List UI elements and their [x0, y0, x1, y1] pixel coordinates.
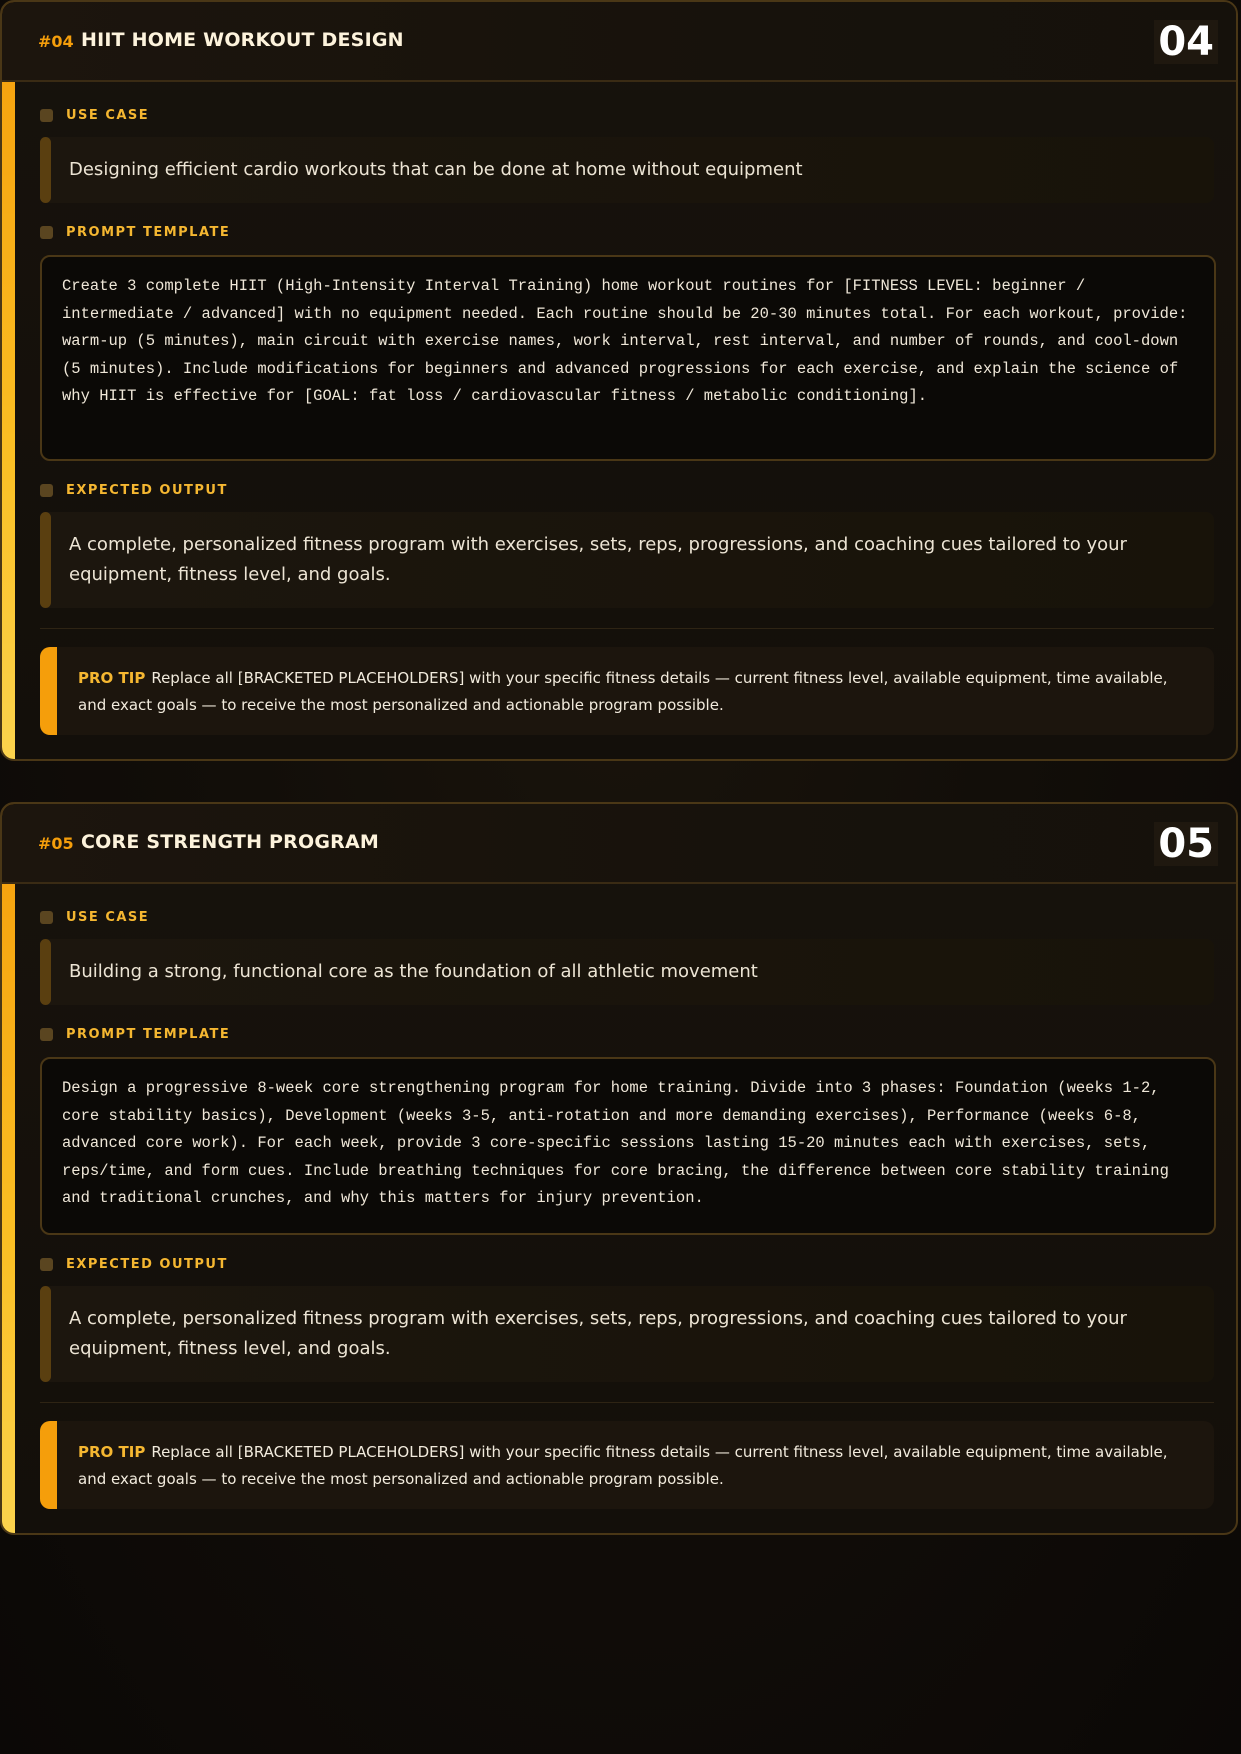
square-bullet-icon	[40, 911, 53, 924]
pro-tip-label: PRO TIP	[78, 1443, 146, 1461]
card-number: 05	[1154, 822, 1218, 866]
quote-bar	[40, 137, 51, 203]
tip-accent-bar	[40, 647, 57, 735]
quote-bar	[40, 1286, 51, 1382]
card-header	[2, 2, 1236, 82]
square-bullet-icon	[40, 484, 53, 497]
expected-output-box	[40, 512, 1214, 608]
card-tag: #04	[38, 32, 74, 51]
square-bullet-icon	[40, 1028, 53, 1041]
quote-bar	[40, 512, 51, 608]
card-tag: #05	[38, 834, 74, 853]
prompt-card-04: #04 HIIT HOME WORKOUT DESIGN 04 USE CASE Designing efficient cardio workouts that can be done at home without equipment PROMPT TEMPLATE Create 3 complete HIIT (High-Intensity Interval Training) home workout routines for [FITNESS LEVEL: beginner / intermediate / advanced] with no equipment needed. Each routine should be 20-30 minutes total. For each workout, provide: warm-up (5 minutes), main circuit with exercise names, work interval, rest interval, and number of rounds, and cool-down (5 minutes). Include modifications for beginners and advanced progressions for each exercise, and explain the science of why HIIT is effective for [GOAL: fat loss / cardiovascular fitness / metabolic conditioning]. EXPECTED OUTPUT A complete, personalized fitness program with exercises, sets, reps, progressions, and coaching cues tailored to your equipment, fitness level, and goals. PRO TIP Replace all [BRACKETED PLACEHOLDERS] with your specific fitness details — current fitness level, available equipment, time available, and exact goals — to receive the most personalized and actionable program possible.	[0, 0, 1238, 761]
pro-tip-text	[78, 1439, 1196, 1493]
pro-tip-label: PRO TIP	[78, 669, 146, 687]
pro-tip-box	[40, 1421, 1214, 1509]
use-case-text: Building a strong, functional core as the foundation of all athletic movement	[69, 961, 758, 982]
section-divider	[40, 1402, 1214, 1403]
pro-tip-box	[40, 647, 1214, 735]
square-bullet-icon	[40, 109, 53, 122]
prompt-template-text: Design a progressive 8-week core strengthening program for home training. Divide into 3 phases: Foundation (weeks 1-2, core stability basics), Development (weeks 3-5, anti-rotation and more demanding exercises), Performance (weeks 6-8, advanced core work). For each week, provide 3 core-specific sessions lasting 15-20 minutes each with exercises, sets, reps/time, and form cues. Include breathing techniques for core bracing, the difference between core stability training and traditional crunches, and why this matters for injury prevention.	[40, 1057, 1216, 1235]
quote-bar	[40, 939, 51, 1005]
card-title: HIIT HOME WORKOUT DESIGN	[81, 29, 404, 51]
prompt-card-05: #05 CORE STRENGTH PROGRAM 05 USE CASE Building a strong, functional core as the foundation of all athletic movement PROMPT TEMPLATE Design a progressive 8-week core strengthening program for home training. Divide into 3 phases: Foundation (weeks 1-2, core stability basics), Development (weeks 3-5, anti-rotation and more demanding exercises), Performance (weeks 6-8, advanced core work). For each week, provide 3 core-specific sessions lasting 15-20 minutes each with exercises, sets, reps/time, and form cues. Include breathing techniques for core bracing, the difference between core stability training and traditional crunches, and why this matters for injury prevention. EXPECTED OUTPUT A complete, personalized fitness program with exercises, sets, reps, progressions, and coaching cues tailored to your equipment, fitness level, and goals. PRO TIP Replace all [BRACKETED PLACEHOLDERS] with your specific fitness details — current fitness level, available equipment, time available, and exact goals — to receive the most personalized and actionable program possible.	[0, 802, 1238, 1535]
card-header	[2, 804, 1236, 884]
prompt-template-text: Create 3 complete HIIT (High-Intensity Interval Training) home workout routines for [FITNESS LEVEL: beginner / intermediate / advanced] with no equipment needed. Each routine should be 20-30 minutes total. For each workout, provide: warm-up (5 minutes), main circuit with exercise names, work interval, rest interval, and number of rounds, and cool-down (5 minutes). Include modifications for beginners and advanced progressions for each exercise, and explain the science of why HIIT is effective for [GOAL: fat loss / cardiovascular fitness / metabolic conditioning].	[40, 255, 1216, 461]
section-divider	[40, 628, 1214, 629]
square-bullet-icon	[40, 226, 53, 239]
card-title: CORE STRENGTH PROGRAM	[81, 831, 379, 853]
pro-tip-body: Replace all [BRACKETED PLACEHOLDERS] with your specific fitness details — current fitness level, available equipment, time available, and exact goals — to receive the most personalized and actionable program possible.	[78, 669, 1168, 714]
use-case-box	[40, 137, 1214, 203]
expected-output-text: A complete, personalized fitness program with exercises, sets, reps, progressions, and coaching cues tailored to your equipment, fitness level, and goals.	[69, 1308, 1127, 1359]
use-case-box	[40, 939, 1214, 1005]
square-bullet-icon	[40, 1258, 53, 1271]
card-number: 04	[1154, 20, 1218, 64]
use-case-text: Designing efficient cardio workouts that can be done at home without equipment	[69, 159, 803, 180]
tip-accent-bar	[40, 1421, 57, 1509]
pro-tip-text	[78, 665, 1196, 719]
pro-tip-body: Replace all [BRACKETED PLACEHOLDERS] with your specific fitness details — current fitness level, available equipment, time available, and exact goals — to receive the most personalized and actionable program possible.	[78, 1443, 1168, 1488]
card-accent-bar	[2, 2, 15, 759]
expected-output-box	[40, 1286, 1214, 1382]
expected-output-text: A complete, personalized fitness program with exercises, sets, reps, progressions, and coaching cues tailored to your equipment, fitness level, and goals.	[69, 534, 1127, 585]
card-accent-bar	[2, 804, 15, 1533]
